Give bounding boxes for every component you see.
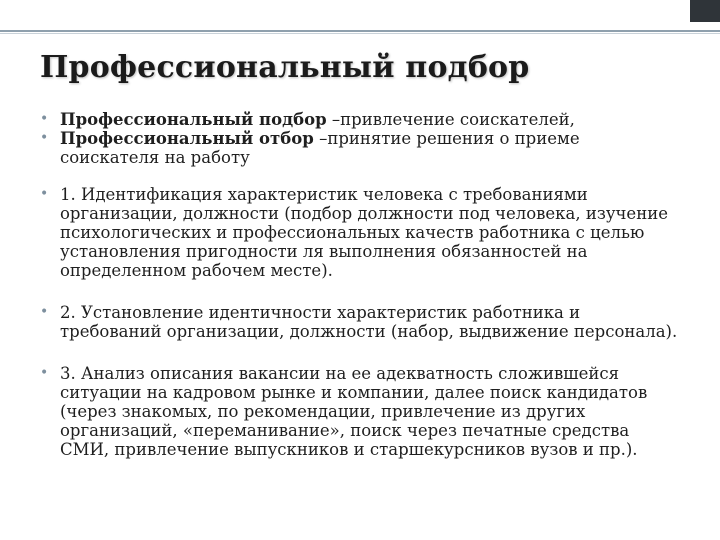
list-item <box>40 364 680 459</box>
list-item <box>40 110 680 129</box>
term-definition: –принятие решения о приеме соискателя на работу <box>60 129 580 167</box>
bullet-icon: • <box>40 111 49 127</box>
item-text: 1. Идентификация характеристик человека с требованиями организации, должности (подбор должности под человека, изучение психологических и профессиональных качеств работника с целью установления пригодности ля выполнения обязанностей на определенном рабочем месте). <box>60 185 668 280</box>
term-bold: Профессиональный отбор <box>60 129 314 148</box>
item-text: 2. Установление идентичности характеристик работника и требований организации, должности (набор, выдвижение персонала). <box>60 303 678 341</box>
list-item <box>40 303 680 341</box>
header-line-thin <box>0 33 720 34</box>
bullet-icon: • <box>40 365 49 381</box>
bullet-list <box>40 110 680 459</box>
bullet-icon: • <box>40 304 49 320</box>
bullet-icon: • <box>40 130 49 146</box>
top-decoration <box>0 0 720 38</box>
corner-block <box>690 0 720 22</box>
term-definition: –привлечение соискателей, <box>326 110 575 129</box>
bullet-icon: • <box>40 186 49 202</box>
term-bold: Профессиональный подбор <box>60 110 327 129</box>
list-item <box>40 129 680 167</box>
item-text: 3. Анализ описания вакансии на ее адекватность сложившейся ситуации на кадровом рынке и компании, далее поиск кандидатов (через знакомых, по рекомендации, привлечение из других организаций, «переманивание», поиск через печатные средства СМИ, привлечение выпускников и старшекурсников вузов и пр.). <box>60 364 648 459</box>
header-line <box>0 30 720 32</box>
slide-title: Профессиональный подбор <box>40 50 530 85</box>
list-item <box>40 185 680 280</box>
